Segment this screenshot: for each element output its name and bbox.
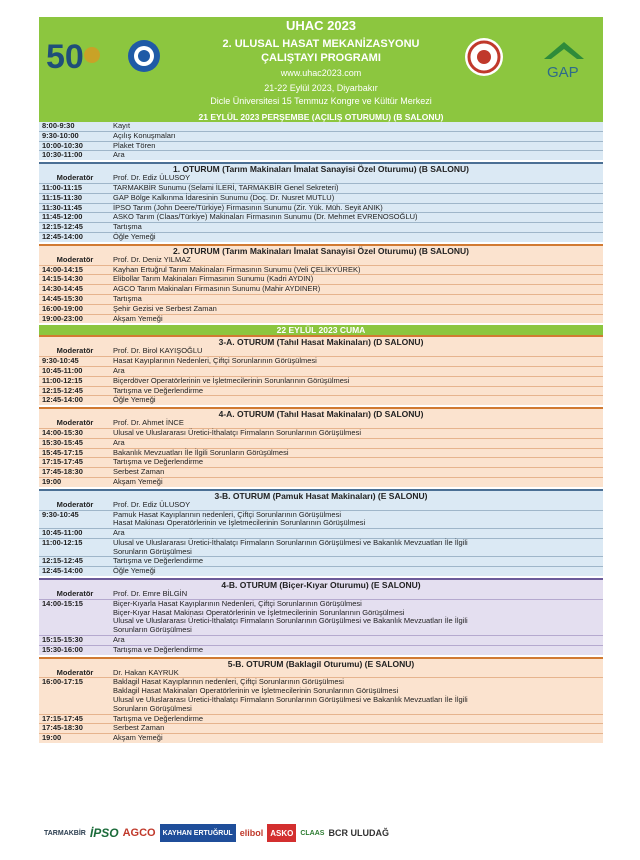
time-cell: 16:00-19:00 [42, 303, 83, 313]
table-row [39, 396, 603, 405]
time-cell: 10:45-11:00 [42, 365, 83, 375]
description-cell: Tartışma ve Değerlendirme [113, 644, 204, 654]
description-cell: GAP Bölge Kalkınma İdaresinin Sunumu (Doç. Dr. Nusret MUTLU) [113, 192, 335, 202]
session1-title: 1. OTURUM (Tarım Makinaları İmalat Sanayisi Özel Oturumu) (B SALONU) [39, 162, 603, 174]
description-cell: Tartışma [113, 293, 142, 303]
gap-logo-text: GAP [547, 64, 579, 81]
table-row [39, 233, 603, 242]
time-cell: 10:00-10:30 [42, 140, 83, 150]
table-row [39, 734, 603, 743]
day1-heading: 21 EYLÜL 2023 PERŞEMBE (AÇILIŞ OTURUMU) (B SALONU) [39, 112, 603, 122]
time-cell: 17:45-18:30 [42, 467, 83, 477]
time-cell: 15:15-15:30 [42, 635, 83, 645]
header-banner [39, 17, 603, 112]
description-cell: TARMAKBİR Sunumu (Selami İLERİ, TARMAKBİR Genel Sekreteri) [113, 182, 339, 192]
description-cell [111, 539, 603, 557]
table-row [39, 567, 603, 576]
sponsor-logo: elibol [239, 828, 264, 838]
description-line: Biçer-Kıyar Hasat Makinası Operatörlerinin ve İşletmecilerinin Sorunlarının Görüşülmesi [113, 607, 405, 617]
description-cell: Bakanlık Mevzuatları İle İlgili Sorunların Görüşülmesi [113, 447, 289, 457]
description-line: Biçer-Kıyarla Hasat Kayıplarının Nedenleri, Çiftçi Sorunlarının Görüşülmesi [113, 598, 362, 608]
sponsor-logo: CLAAS [300, 829, 325, 837]
table-row [39, 315, 603, 324]
time-cell: 12:15-12:45 [42, 556, 83, 566]
description-cell: Ara [113, 635, 125, 645]
description-cell: Tartışma ve Değerlendirme [113, 457, 204, 467]
session4a [39, 419, 603, 487]
session1 [39, 174, 603, 242]
description-line: Hasat Makinası Operatörlerinin ve İşletmecilerinin Sorunlarının Görüşülmesi [113, 518, 366, 528]
description-line: Sorunların Görüşülmesi [113, 546, 192, 556]
description-cell: Ara [113, 365, 125, 375]
time-cell: 9:30-10:45 [42, 509, 79, 519]
session2-title: 2. OTURUM (Tarım Makinaları İmalat Sanayisi Özel Oturumu) (B SALONU) [39, 244, 603, 256]
session3b-title: 3-B. OTURUM (Pamuk Hasat Makinaları) (E SALONU) [39, 489, 603, 501]
description-cell: Tartışma ve Değerlendirme [113, 713, 204, 723]
time-cell: 11:00-12:15 [42, 537, 83, 547]
session3a [39, 347, 603, 405]
time-cell: 11:00-11:15 [42, 182, 83, 192]
venue: Dicle Üniversitesi 15 Temmuz Kongre ve Kültür Merkezi [210, 96, 432, 106]
table-row [39, 600, 603, 636]
session3a-title: 3-A. OTURUM (Tahıl Hasat Makinaları) (D SALONU) [39, 335, 603, 347]
description-cell: Akşam Yemeği [113, 313, 163, 323]
website-link[interactable]: www.uhac2023.com [280, 68, 362, 78]
time-cell: 17:45-18:30 [42, 723, 83, 733]
description-cell: Prof. Dr. Ahmet İNCE [113, 418, 184, 428]
table-row [39, 511, 603, 530]
description-cell: Serbest Zaman [113, 467, 165, 477]
time-cell: 8:00-9:30 [42, 121, 75, 130]
program-title: 2. ULUSAL HASAT MEKANİZASYONU ÇALIŞTAYI PROGRAMI [222, 38, 420, 64]
description-cell: Prof. Dr. Emre BİLGİN [113, 589, 188, 599]
description-cell: Öğle Yemeği [113, 566, 156, 576]
time-cell: 12:15-12:45 [42, 385, 83, 395]
description-line: Ulusal ve Uluslararası Üretici-İthalatçı Firmaların Sorunlarının Görüşülmesi ve Bakanlık Mevzuatları İle İlgili [113, 537, 468, 547]
table-row [39, 678, 603, 714]
description-cell: Ara [113, 528, 125, 538]
sponsor-logo: TARMAKBİR [44, 829, 86, 837]
time-cell: 19:00-23:00 [42, 313, 83, 323]
description-cell: İPSO Tarım (John Deere/Türkiye) Firmasının Sunumu (Zir. Yük. Müh. Seyit ANIK) [113, 202, 383, 212]
description-cell: Serbest Zaman [113, 723, 165, 733]
session4b [39, 590, 603, 655]
description-cell: Biçerdöver Operatörlerinin ve İşletmecilerinin Sorunlarının Görüşülmesi [113, 375, 350, 385]
session2 [39, 256, 603, 324]
session5b-title: 5-B. OTURUM (Baklagil Oturumu) (E SALONU) [39, 657, 603, 669]
description-cell: Tartışma ve Değerlendirme [113, 385, 204, 395]
time-cell: 14:30-14:45 [42, 284, 83, 294]
time-cell: 11:45-12:00 [42, 212, 83, 222]
day2-heading: 22 EYLÜL 2023 CUMA [39, 325, 603, 335]
time-cell: 9:30-10:00 [42, 130, 79, 140]
description-cell: Şehir Gezisi ve Serbest Zaman [113, 303, 217, 313]
description-cell: Prof. Dr. Ediz ÜLUSOY [113, 499, 191, 509]
time-cell: 14:45-15:30 [42, 293, 83, 303]
time-cell: Moderatör [56, 346, 94, 356]
date-place: 21-22 Eylül 2023, Diyarbakır [264, 83, 378, 93]
time-cell: 16:00-17:15 [42, 677, 83, 687]
time-cell: Moderatör [56, 418, 94, 428]
description-line: Baklagil Hasat Kayıplarının nedenleri, Çiftçi Sorunlarının Görüşülmesi [113, 677, 344, 687]
description-line: Ulusal ve Uluslararası Üretici-İthalatçı Firmaların Sorunlarının Görüşülmesi ve Bakanlık Mevzuatları İle İlgili [113, 695, 468, 705]
opening-session [39, 122, 603, 160]
time-cell: 10:30-11:00 [42, 150, 83, 160]
time-cell: 14:00-14:15 [42, 264, 83, 274]
event-name: UHAC 2023 [285, 18, 357, 33]
description-cell: AGCO Tarım Makinaları Firmasının Sunumu (Mahir AYDINER) [113, 284, 321, 294]
description-cell: Ara [113, 437, 125, 447]
description-cell: ASKO Tarım (Claas/Türkiye) Makinaları Firmasının Sunumu (Dr. Mehmet EVRENOSOĞLU) [113, 212, 418, 222]
session4a-title: 4-A. OTURUM (Tahıl Hasat Makinaları) (D SALONU) [39, 407, 603, 419]
sponsor-logo: AGCO [122, 827, 156, 839]
time-cell: 14:15-14:30 [42, 274, 83, 284]
description-cell: Açılış Konuşmaları [113, 130, 176, 140]
description-cell: Dr. Hakan KAYRUK [113, 667, 179, 677]
time-cell: 12:45-14:00 [42, 395, 83, 405]
time-cell: 17:15-17:45 [42, 457, 83, 467]
description-cell: Prof. Dr. Birol KAYIŞOĞLU [113, 346, 203, 356]
description-cell: Akşam Yemeği [113, 733, 163, 743]
description-line: Ulusal ve Uluslararası Üretici-İthalatçı Firmaların Sorunlarının Görüşülmesi ve Bakanlık Mevzuatları İle İlgili [113, 616, 468, 626]
description-cell: Öğle Yemeği [113, 395, 156, 405]
description-cell: Elibollar Tarım Makinaları Firmasının Sunumu (Kadri AYDIN) [113, 274, 314, 284]
time-cell: 9:30-10:45 [42, 356, 79, 366]
time-cell: 15:45-17:15 [42, 447, 83, 457]
description-line: Sorunların Görüşülmesi [113, 625, 192, 635]
description-cell: Akşam Yemeği [113, 476, 163, 486]
sponsor-logo: KAYHAN ERTUĞRUL [160, 824, 236, 842]
description-cell: Kayıt [113, 121, 131, 130]
time-cell: Moderatör [56, 499, 94, 509]
description-cell: Öğle Yemeği [113, 231, 156, 241]
time-cell: 19:00 [42, 733, 62, 743]
time-cell: Moderatör [56, 589, 94, 599]
description-line: Pamuk Hasat Kayıplarının nedenleri, Çiftçi Sorunlarının Görüşülmesi [113, 509, 342, 519]
time-cell: 11:00-12:15 [42, 375, 83, 385]
time-cell: 10:45-11:00 [42, 528, 83, 538]
description-cell: Plaket Tören [113, 140, 156, 150]
time-cell: 15:30-16:00 [42, 644, 83, 654]
session4b-title: 4-B. OTURUM (Biçer-Kıyar Oturumu) (E SALONU) [39, 578, 603, 590]
description-cell [111, 600, 603, 635]
time-cell: Moderatör [56, 254, 94, 264]
sponsor-logo: BCR ULUDAĞ [328, 828, 389, 838]
time-cell: Moderatör [56, 667, 94, 677]
program-page [39, 17, 603, 743]
description-cell: Ulusal ve Uluslararası Üretici-İthalatçı Firmaların Sorunlarının Görüşülmesi [113, 427, 361, 437]
description-line: Baklagil Hasat Makinaları Operatörlerinin ve İşletmecilerinin Sorunlarının Görüşülmesi [113, 686, 399, 696]
session3b [39, 501, 603, 576]
description-cell: Tartışma [113, 222, 142, 232]
sponsor-logo: İPSO [89, 826, 119, 840]
description-cell: Kayhan Ertuğrul Tarım Makinaları Firmasının Sunumu (Veli ÇELİKYÜREK) [113, 264, 361, 274]
time-cell: 17:15-17:45 [42, 713, 83, 723]
description-cell: Hasat Kayıplarının Nedenleri, Çiftçi Sorunlarının Görüşülmesi [113, 356, 317, 366]
description-cell: Prof. Dr. Ediz ÜLUSOY [113, 173, 191, 183]
table-row [39, 539, 603, 558]
table-row [39, 151, 603, 160]
time-cell: 12:45-14:00 [42, 231, 83, 241]
sponsor-logo: ASKO [267, 824, 296, 842]
description-cell: Prof. Dr. Deniz YILMAZ [113, 254, 191, 264]
time-cell: 12:15-12:45 [42, 222, 83, 232]
description-cell [111, 511, 603, 529]
logo-50-text: 50 [46, 38, 84, 75]
time-cell: 14:00-15:15 [42, 598, 83, 608]
session5b [39, 669, 603, 743]
time-cell: 15:30-15:45 [42, 437, 83, 447]
time-cell: 19:00 [42, 476, 62, 486]
description-cell [111, 678, 603, 713]
time-cell: 11:30-11:45 [42, 202, 83, 212]
description-cell: Tartışma ve Değerlendirme [113, 556, 204, 566]
time-cell: 12:45-14:00 [42, 566, 83, 576]
description-cell: Ara [113, 150, 125, 160]
table-row [39, 646, 603, 655]
time-cell: 14:00-15:30 [42, 427, 83, 437]
time-cell: Moderatör [56, 173, 94, 183]
table-row [39, 478, 603, 487]
sponsor-logos [44, 820, 604, 846]
time-cell: 11:15-11:30 [42, 192, 83, 202]
description-line: Sorunların Görüşülmesi [113, 703, 192, 713]
